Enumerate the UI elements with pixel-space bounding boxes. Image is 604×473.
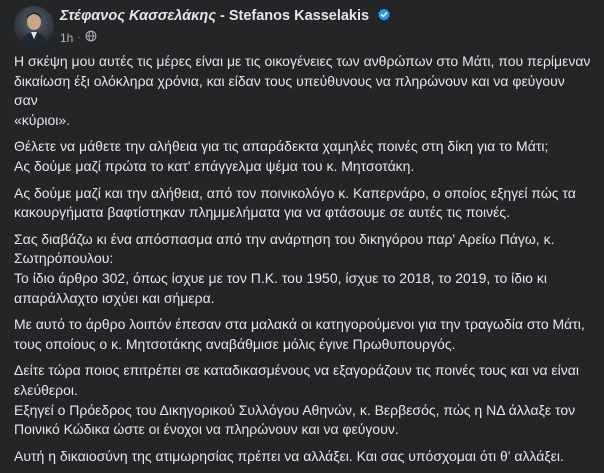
post-paragraph-6: Δείτε τώρα ποιος επιτρέπει σε καταδικασμένους να εξαγοράζουν τις ποινές τους και να είναι ελεύθεροι. Εξηγεί ο Πρόεδρος του Δικηγορικού Συλλόγου Αθηνών, κ. Βερβεσός, πώς η ΝΔ άλλαξε τον Ποινικό Κώδικα ώστε οι ένοχοι να πληρώνουν και να φεύγουν. [14, 362, 579, 438]
avatar-person-icon [14, 6, 54, 46]
author-name-latin[interactable]: Stefanos Kasselakis [228, 8, 370, 24]
avatar[interactable] [14, 6, 54, 46]
post-paragraph-2: Θέλετε να μάθετε την αλήθεια για τις απαράδεκτα χαμηλές ποινές στη δίκη για το Μάτι; Ας δούμε μαζί πρώτα το κατ' επάγγελμα ψέμα του κ. Μητσοτάκη. [14, 138, 549, 174]
globe-icon[interactable] [85, 30, 97, 45]
post-paragraph-5: Με αυτό το άρθρο λοιπόν έπεσαν στα μαλακά οι κατηγορούμενοι για την τραγωδία στο Μάτι, τους οποίους ο κ. Μητσοτάκης αναβάθμισε μόλις έγινε Πρωθυπουργός. [14, 316, 585, 352]
post-header [14, 6, 594, 46]
author-name-greek[interactable]: Στέφανος Κασσελάκης [60, 8, 216, 24]
author-name-line[interactable] [60, 8, 391, 26]
post-text [14, 52, 592, 473]
post-timestamp[interactable]: 1h [60, 30, 74, 45]
author-name-separator: - [215, 8, 229, 24]
verified-badge-icon [377, 8, 391, 26]
meta-separator-dot: · [77, 32, 81, 43]
post-paragraph-4: Σας διαβάζω κι ένα απόσπασμα από την ανάρτηση του δικηγόρου παρ' Αρείω Πάγω, κ. Σωτηρόπουλου: Το ίδιο άρθρο 302, όπως ίσχυε με τον Π.Κ. του 1950, ίσχυε το 2018, το 2019, το ίδιο κι απαράλλαχτο ισχύει και σήμερα. [14, 230, 555, 306]
post-meta [60, 30, 97, 45]
post-paragraph-1: Η σκέψη μου αυτές τις μέρες είναι με τις οικογένειες των ανθρώπων στο Μάτι, που περίμεναν δικαίωση έξι ολόκληρα χρόνια, και είδαν τους υπεύθυνους να πληρώνουν και να φεύγουν σαν «κύριοι». [14, 53, 591, 128]
post-paragraph-3: Ας δούμε μαζί και την αλήθεια, από τον ποινικολόγο κ. Καπερνάρο, ο οποίος εξηγεί πώς τα κακουργήματα βαφτίστηκαν πλημμελήματα για να φτάσουμε σε αυτές τις ποινές. [14, 184, 576, 221]
post-paragraph-7: Αυτή η δικαιοσύνη της ατιμωρησίας πρέπει να αλλάξει. Και σας υπόσχομαι ότι θ' αλλάξει. [14, 447, 564, 464]
